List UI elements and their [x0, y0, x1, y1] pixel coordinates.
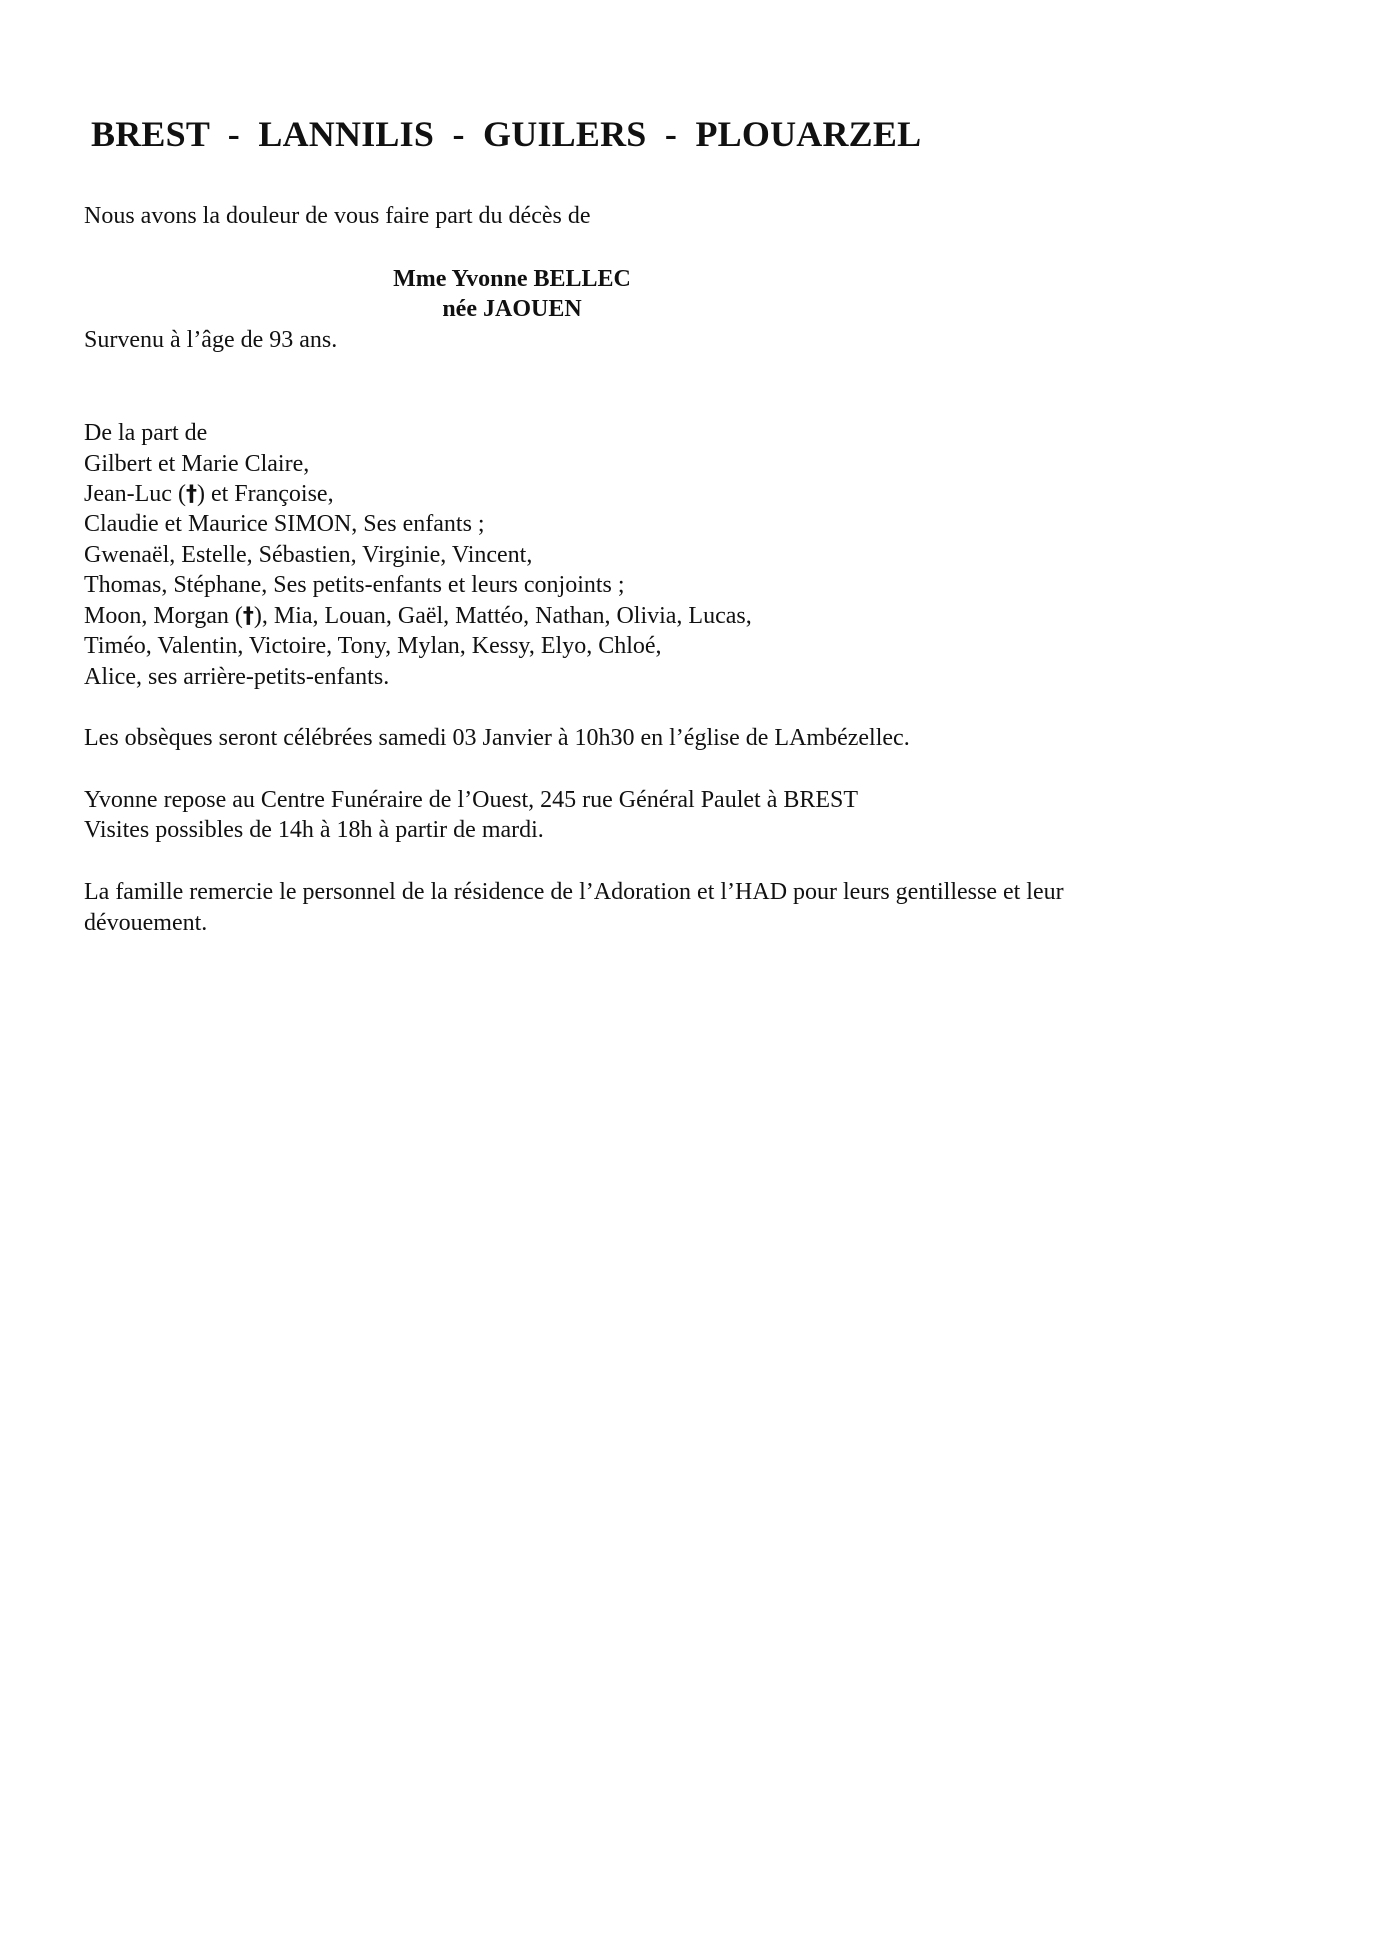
family-line-text: Moon, Morgan ( — [84, 603, 243, 629]
cross-icon: † — [242, 604, 254, 629]
family-line-text: ), Mia, Louan, Gaël, Mattéo, Nathan, Olivia, Lucas, — [253, 603, 752, 629]
visiting-hours-text: Visites possibles de 14h à 18h à partir de mardi. — [84, 817, 544, 843]
family-line: Gilbert et Marie Claire, — [84, 451, 310, 477]
intro-text: Nous avons la douleur de vous faire part du décès de — [84, 203, 591, 229]
family-line: Alice, ses arrière-petits-enfants. — [84, 664, 390, 690]
deceased-maiden-name: née JAOUEN — [442, 296, 582, 322]
age-text: Survenu à l’âge de 93 ans. — [84, 327, 338, 353]
family-line — [84, 479, 334, 510]
thanks-text: La famille remercie le personnel de la résidence de l’Adoration et l’HAD pour leurs gentillesse et leur — [84, 879, 1064, 905]
family-line-text: Jean-Luc ( — [84, 481, 186, 507]
family-line: Claudie et Maurice SIMON, Ses enfants ; — [84, 511, 485, 537]
family-heading: De la part de — [84, 420, 208, 446]
thanks-text: dévouement. — [84, 910, 208, 936]
family-line: Thomas, Stéphane, Ses petits-enfants et leurs conjoints ; — [84, 572, 625, 598]
family-line-text: ) et Françoise, — [196, 481, 334, 507]
family-line: Gwenaël, Estelle, Sébastien, Virginie, Vincent, — [84, 542, 533, 568]
deceased-name: Mme Yvonne BELLEC — [393, 266, 631, 292]
cross-icon: † — [185, 482, 197, 507]
page-title: BREST - LANNILIS - GUILERS - PLOUARZEL — [91, 114, 922, 154]
family-line: Timéo, Valentin, Victoire, Tony, Mylan, Kessy, Elyo, Chloé, — [84, 633, 662, 659]
ceremony-text: Les obsèques seront célébrées samedi 03 Janvier à 10h30 en l’église de LAmbézellec. — [84, 725, 910, 751]
rest-location-text: Yvonne repose au Centre Funéraire de l’Ouest, 245 rue Général Paulet à BREST — [84, 787, 859, 813]
family-line — [84, 601, 752, 632]
